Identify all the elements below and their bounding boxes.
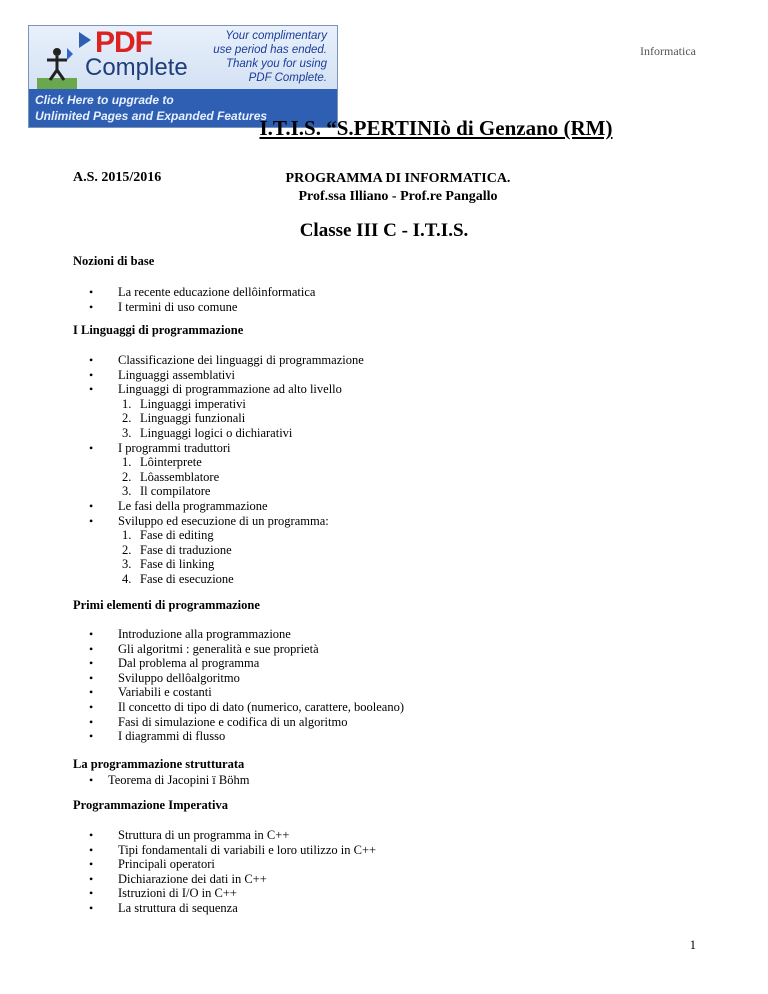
sub-item: 3. Il compilatore [122, 484, 211, 499]
class-heading: Classe III C - I.T.I.S. [299, 220, 469, 241]
list-item: • Linguaggi di programmazione ad alto livello 1. Linguaggi imperativi 2. Linguaggi funzionali 3. Linguaggi logici o dichiarativi [73, 382, 364, 440]
section-linguaggi [73, 323, 364, 587]
list-item: • Teorema di Jacopini ï Böhm [73, 773, 249, 788]
sub-item: 1. Linguaggi imperativi [122, 396, 246, 411]
sub-item: 1. Lôinterprete [122, 455, 202, 470]
list-item: • Linguaggi assemblativi [73, 368, 364, 383]
sub-item: 1. Fase di editing [122, 528, 214, 543]
list-item: • Dal problema al programma [73, 656, 404, 671]
school-year: A.S. 2015/2016 [73, 170, 162, 185]
list-item: • Fasi di simulazione e codifica di un algoritmo [73, 715, 404, 730]
banner-message: Your complimentary use period has ended. Thank you for using PDF Complete. [213, 30, 327, 84]
list-item: • Dichiarazione dei dati in C++ [73, 872, 376, 887]
list-item: • Principali operatori [73, 857, 376, 872]
section-title: Primi elementi di programmazione [73, 598, 260, 612]
section-title: Programmazione Imperativa [73, 798, 228, 812]
list-item: • Il concetto di tipo di dato (numerico, carattere, booleano) [73, 700, 404, 715]
header-subject: Informatica [640, 44, 696, 58]
figure-icon [37, 44, 77, 90]
pdf-complete-banner[interactable] [28, 25, 338, 128]
sub-item: 3. Fase di linking [122, 557, 215, 572]
list-item: • La recente educazione dellôinformatica [73, 285, 315, 300]
list-item: • Tipi fondamentali di variabili e loro utilizzo in C++ [73, 843, 376, 858]
sub-item: 2. Lôassemblatore [122, 469, 220, 484]
list-item: • Variabili e costanti [73, 685, 404, 700]
pdf-logo-text: PDF [95, 26, 152, 59]
list-item: • I programmi traduttori 1. Lôinterprete 2. Lôassemblatore 3. Il compilatore [73, 441, 364, 499]
pdf-arrow-icon [77, 30, 93, 56]
list-item: • Introduzione alla programmazione [73, 627, 404, 642]
section-title: Nozioni di base [73, 254, 155, 268]
program-heading [218, 170, 578, 206]
section-title: La programmazione strutturata [73, 757, 245, 771]
program-title: PROGRAMMA DI INFORMATICA. [285, 171, 511, 186]
page-number: 1 [689, 938, 696, 952]
section-strutturata [73, 757, 249, 788]
list-item: • Le fasi della programmazione [73, 499, 364, 514]
list-item: • Classificazione dei linguaggi di programmazione [73, 353, 364, 368]
sub-item: 2. Fase di traduzione [122, 542, 232, 557]
list-item: • I termini di uso comune [73, 300, 315, 315]
upgrade-link[interactable]: Click Here to upgrade to Unlimited Pages and Expanded Features [29, 89, 338, 128]
list-item: • Sviluppo dellôalgoritmo [73, 671, 404, 686]
sub-item: 4. Fase di esecuzione [122, 571, 234, 586]
list-item: • Struttura di un programma in C++ [73, 828, 376, 843]
list-item: • I diagrammi di flusso [73, 729, 404, 744]
section-primi-elementi [73, 598, 404, 744]
list-item: • Istruzioni di I/O in C++ [73, 886, 376, 901]
list-item: • Gli algoritmi : generalità e sue proprietà [73, 642, 404, 657]
complete-logo-text: Complete [85, 54, 188, 81]
list-item: • La struttura di sequenza [73, 901, 376, 916]
section-title: I Linguaggi di programmazione [73, 323, 244, 337]
teachers: Prof.ssa Illiano - Prof.re Pangallo [298, 189, 498, 204]
sub-item: 3. Linguaggi logici o dichiarativi [122, 425, 293, 440]
sub-item: 2. Linguaggi funzionali [122, 411, 246, 426]
section-nozioni [73, 254, 315, 314]
list-item: • Sviluppo ed esecuzione di un programma: 1. Fase di editing 2. Fase di traduzione 3. Fase di linking 4. Fase di esecuzione [73, 514, 364, 587]
page-title: I.T.I.S. “S.PERTINIò di Genzano (RM) [259, 116, 613, 140]
section-imperativa [73, 798, 376, 916]
